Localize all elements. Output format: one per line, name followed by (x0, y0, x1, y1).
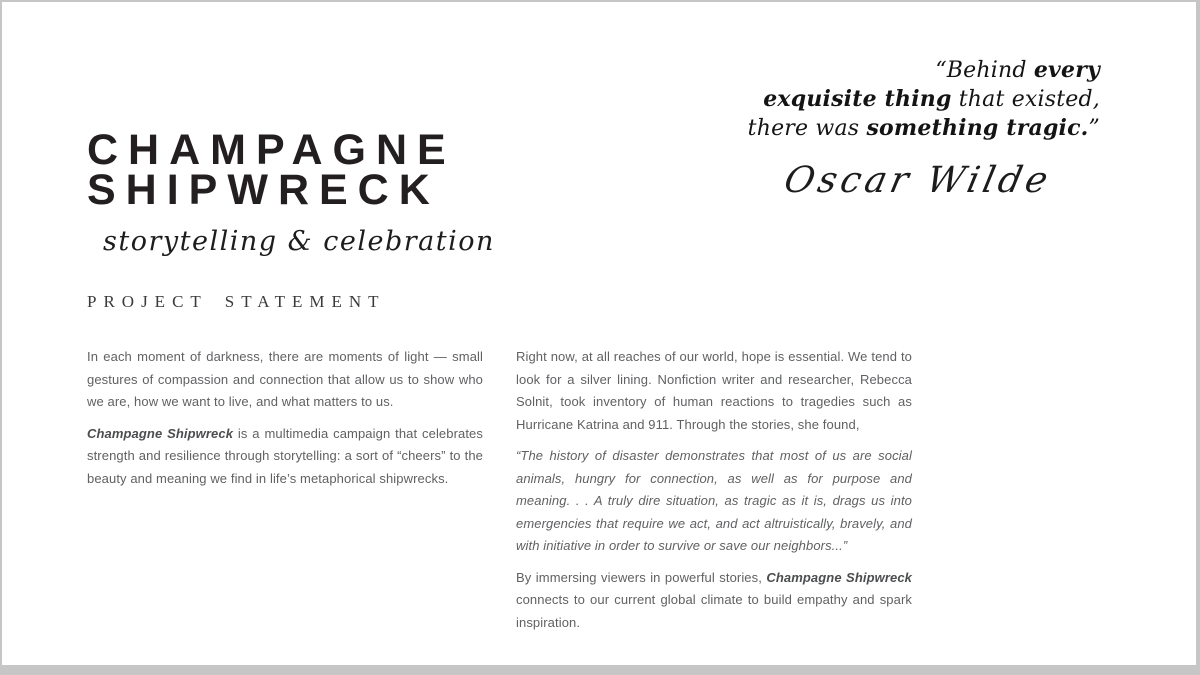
paragraph-closing (516, 567, 912, 635)
paragraph-hope: Right now, at all reaches of our world, hope is essential. We tend to look for a silver lining. Nonfiction writer and researcher, Rebecca Solnit, took inventory of human reactions to tragedies such as Hurricane Katrina and 911. Through the stories, she found, (516, 349, 912, 432)
paragraph-campaign (87, 423, 483, 491)
quote-text: ” (1088, 116, 1100, 141)
quote-block (740, 56, 1100, 143)
paragraph-text: is a multimedia campaign that celebrates strength and resilience through storytelling: a sort of “cheers” to the beauty and meaning we find in life’s metaphorical shipwrecks. (87, 425, 483, 486)
quote-line (740, 114, 1100, 143)
paragraph-text: connects to our current global climate to build empathy and spark inspiration. (516, 592, 912, 630)
quote-text-bold: every (1033, 57, 1100, 83)
left-column (87, 346, 483, 643)
title-line-2: SHIPWRECK (87, 166, 440, 214)
main-title (87, 126, 456, 214)
quote-text: that existed, (951, 87, 1100, 112)
slide-card (2, 2, 1196, 665)
quote-line (740, 56, 1100, 85)
right-column (516, 346, 912, 643)
quote-text-bold: something tragic. (866, 115, 1089, 141)
quote-attribution-signature: Oscar Wilde (780, 160, 1056, 201)
quote-text-bold: exquisite thing (763, 86, 952, 112)
campaign-name: Champagne Shipwreck (766, 569, 912, 585)
paragraph-darkness: In each moment of darkness, there are moments of light — small gestures of compassion and connection that allow us to show who we are, how we want to live, and what matters to us. (87, 349, 483, 409)
subtitle: storytelling & celebration (103, 226, 495, 257)
body-columns (87, 346, 913, 643)
quote-line (740, 85, 1100, 114)
paragraph-solnit-quote: “The history of disaster demonstrates that most of us are social animals, hungry for connection, as well as for purpose and meaning. . . A truly dire situation, as tragic as it is, drags us into emergencies that require we act, and act altruistically, bravely, and with initiative in order to survive or save our neighbors...” (516, 448, 912, 553)
paragraph-text: By immersing viewers in powerful stories, (516, 569, 767, 585)
title-line-1: CHAMPAGNE (87, 126, 456, 174)
quote-text: there was (747, 116, 867, 141)
quote-text: “Behind (935, 58, 1034, 83)
project-statement-heading: PROJECT STATEMENT (87, 292, 386, 311)
campaign-name: Champagne Shipwreck (87, 425, 234, 441)
